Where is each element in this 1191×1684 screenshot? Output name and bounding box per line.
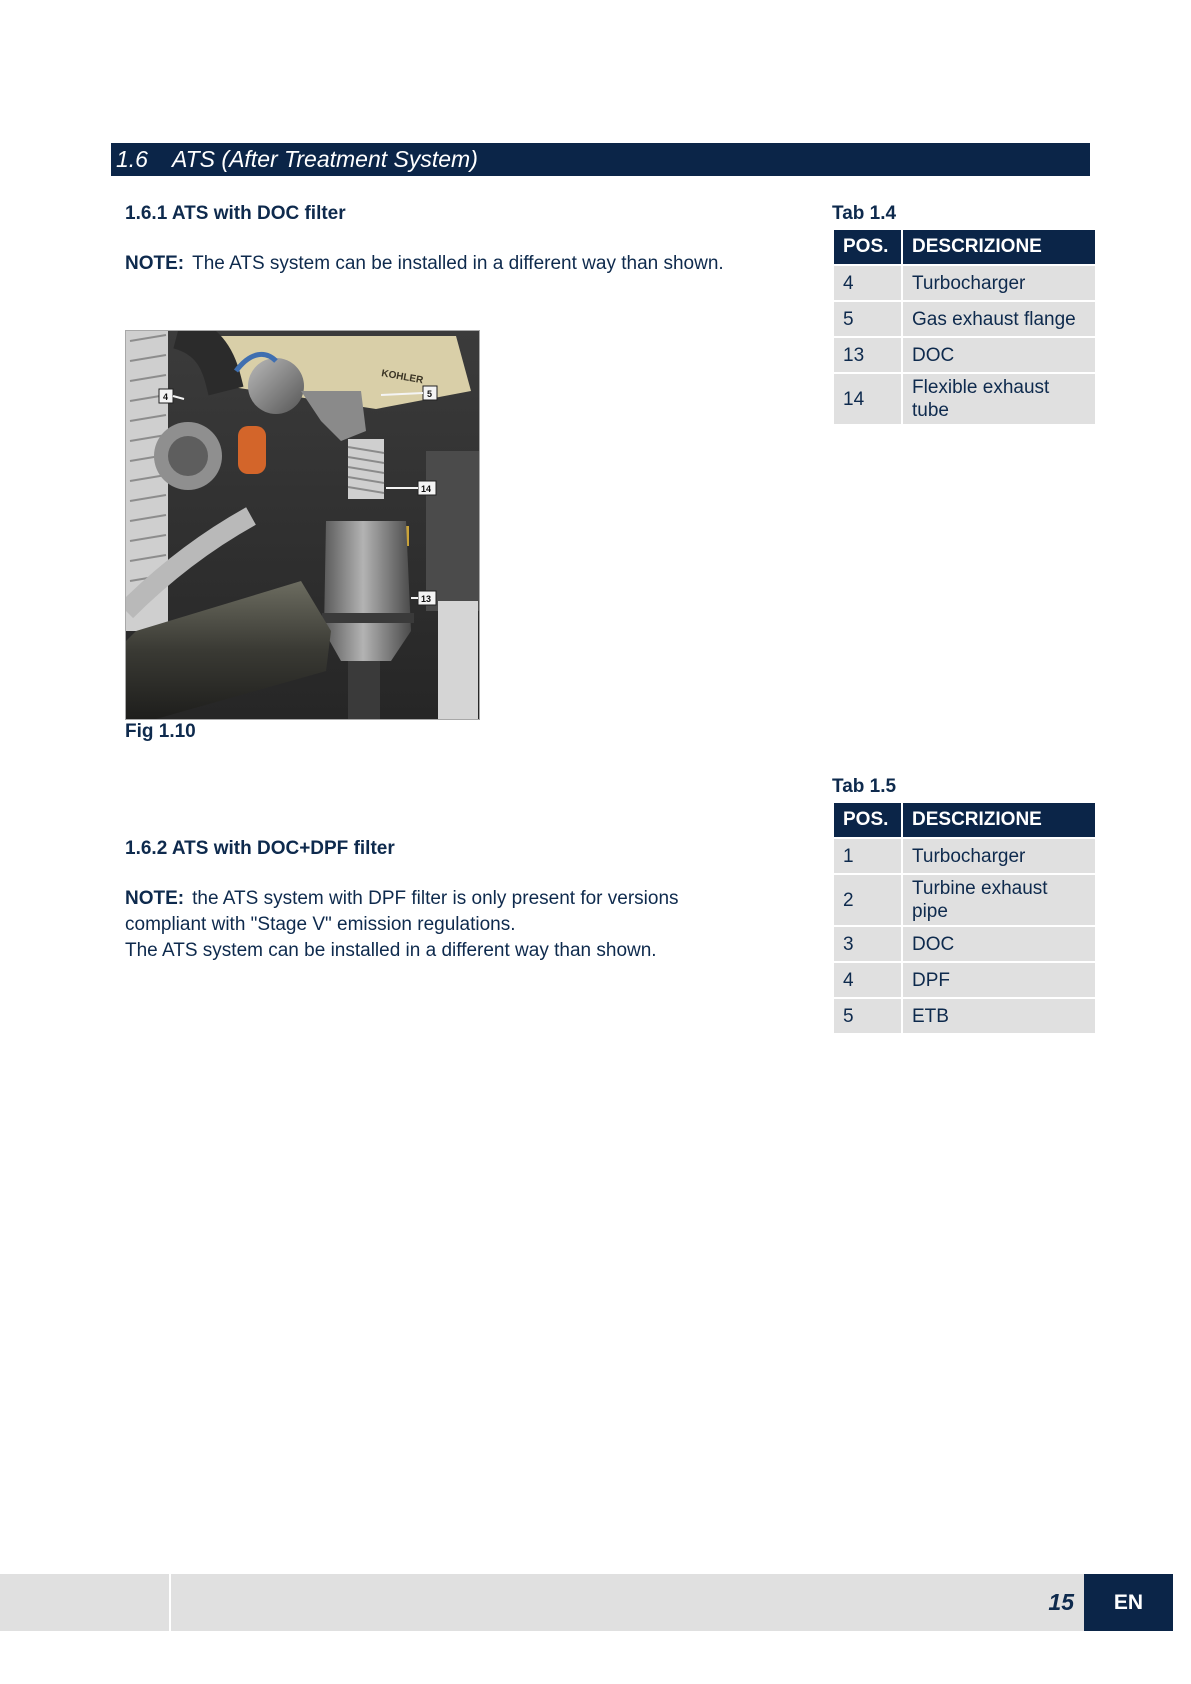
note-label: NOTE: (125, 253, 185, 274)
note-label: NOTE: (125, 888, 185, 909)
table-row (834, 338, 1095, 372)
col-header-pos: POS. (834, 230, 901, 264)
table-row (834, 963, 1095, 997)
doc-catalyst (324, 521, 411, 661)
cell-description: Turbocharger (903, 266, 1095, 300)
cell-pos: 4 (834, 963, 901, 997)
orange-hose (238, 426, 266, 474)
cell-description: Turbine exhaust pipe (903, 875, 1095, 925)
cell-description: DOC (903, 927, 1095, 961)
page-number: 15 (1048, 1589, 1074, 1615)
callout-4-label: 4 (163, 392, 169, 402)
cell-pos: 4 (834, 266, 901, 300)
cell-description: ETB (903, 999, 1095, 1033)
table-label-1-4: Tab 1.4 (832, 203, 897, 224)
col-header-description: DESCRIZIONE (903, 803, 1095, 837)
subsection-heading-doc: 1.6.1 ATS with DOC filter (125, 203, 346, 224)
turbocharger (248, 358, 304, 414)
note-dpf (125, 886, 745, 964)
cell-pos: 14 (834, 374, 901, 424)
cell-pos: 13 (834, 338, 901, 372)
table-row (834, 302, 1095, 336)
cell-description: Gas exhaust flange (903, 302, 1095, 336)
table-row (834, 999, 1095, 1033)
note-text: the ATS system with DPF filter is only present for versions compliant with "Stage V" emission regulations. (125, 888, 679, 935)
cell-description: Flexible exhaust tube (903, 374, 1095, 424)
section-title-bar (111, 143, 1090, 176)
section-title: ATS (After Treatment System) (172, 146, 478, 172)
table-1-4 (832, 228, 1097, 426)
note-text-2: The ATS system can be installed in a different way than shown. (125, 940, 657, 961)
table-row (834, 374, 1095, 424)
cell-description: DOC (903, 338, 1095, 372)
callout-14-label: 14 (421, 484, 432, 494)
col-header-pos: POS. (834, 803, 901, 837)
col-header-description: DESCRIZIONE (903, 230, 1095, 264)
footer-bar (0, 1574, 1173, 1631)
figure-caption: Fig 1.10 (125, 721, 196, 742)
table-row (834, 266, 1095, 300)
cell-description: Turbocharger (903, 839, 1095, 873)
note-doc (125, 251, 785, 277)
engine-ats-illustration (125, 330, 480, 720)
table-row (834, 875, 1095, 925)
cell-pos: 3 (834, 927, 901, 961)
language-badge: EN (1084, 1574, 1173, 1631)
brand-text: KOHLER (380, 368, 424, 387)
cell-pos: 1 (834, 839, 901, 873)
callout-13-label: 13 (421, 594, 432, 604)
cell-pos: 5 (834, 302, 901, 336)
cell-description: DPF (903, 963, 1095, 997)
engine-drawing (126, 331, 479, 719)
table-row (834, 839, 1095, 873)
cell-pos: 2 (834, 875, 901, 925)
footer-divider (169, 1574, 171, 1631)
table-row (834, 927, 1095, 961)
section-number: 1.6 (116, 146, 148, 172)
cell-pos: 5 (834, 999, 901, 1033)
note-text: The ATS system can be installed in a different way than shown. (192, 253, 724, 274)
callout-5-label: 5 (427, 389, 433, 399)
table-1-5 (832, 801, 1097, 1035)
subsection-heading-dpf: 1.6.2 ATS with DOC+DPF filter (125, 838, 395, 859)
flexible-exhaust-tube (348, 439, 384, 499)
table-label-1-5: Tab 1.5 (832, 776, 897, 797)
